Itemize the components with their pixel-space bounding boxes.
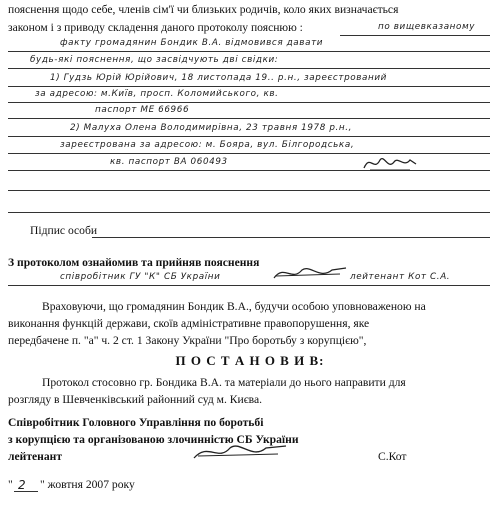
- officer-block-line-3: лейтенант: [8, 450, 63, 463]
- explanation-rule-5: [8, 102, 490, 103]
- resolution-title: П О С Т А Н О В И В:: [175, 353, 325, 368]
- explanation-rule-2: [8, 51, 490, 52]
- date-day: 2: [18, 478, 27, 492]
- explanation-line-8: зареєстрована за адресою: м. Бояра, вул. Білгородська,: [60, 140, 355, 150]
- explanation-rule-7: [8, 136, 490, 137]
- explanation-rule-6: [8, 118, 490, 119]
- acquainted-heading: З протоколом ознайомив та прийняв пояснення: [8, 256, 260, 269]
- intro-line-1: пояснення щодо себе, членів сім'ї чи близьких родичів, коло яких визначається: [8, 3, 399, 16]
- explanation-rule-3: [8, 68, 490, 69]
- explanation-line-7: 2) Малуха Олена Володимирівна, 23 травня 1978 р.н.,: [70, 123, 353, 133]
- explanation-line-3: будь-які пояснення, що засвідчують дві свідки:: [30, 55, 279, 65]
- officer-block-line-2: з корупцією та організованою злочинністю СБ України: [8, 433, 299, 446]
- date-open-quote: ": [8, 478, 13, 491]
- explanation-line-2: факту громадянин Бондик В.А. відмовився давати: [60, 38, 324, 48]
- witness-signature: [360, 150, 420, 176]
- officer-block-name: С.Кот: [378, 450, 407, 463]
- explanation-rule-1: [340, 35, 490, 36]
- considering-line-2: виконання функцій держави, скоїв адміністративне правопорушення, яке: [8, 317, 370, 330]
- officer-role: співробітник ГУ "К" СБ України: [60, 272, 221, 282]
- resolution-line-2: розгляду в Шевченківський районний суд м. Києва.: [8, 393, 263, 406]
- blank-rule-1: [8, 190, 490, 191]
- explanation-rule-4: [8, 86, 490, 87]
- explanation-line-5: за адресою: м.Київ, просп. Коломийського, кв.: [35, 89, 279, 99]
- officer-block-line-1: Співробітник Головного Управління по боротьбі: [8, 416, 264, 429]
- acquainted-rule: [8, 285, 490, 286]
- blank-rule-2: [8, 212, 490, 213]
- officer-signature-1: [270, 262, 350, 284]
- explanation-line-4: 1) Гудзь Юрій Юрійович, 18 листопада 19.. р.н., зареєстрований: [50, 73, 387, 83]
- officer-rank-name: лейтенант Кот С.А.: [350, 272, 451, 282]
- explanation-line-6: паспорт МЕ 66966: [95, 105, 190, 115]
- signature-label: Підпис особи: [30, 224, 98, 237]
- considering-line-1: Враховуючи, що громадянин Бондик В.А., будучи особою уповноваженою на: [42, 300, 426, 313]
- signature-line: [92, 237, 490, 238]
- intro-line-2: законом і з приводу складення даного протоколу пояснюю :: [8, 21, 303, 34]
- date-day-rule: [14, 491, 38, 492]
- explanation-line-1: по вищевказаному: [378, 22, 476, 32]
- officer-signature-2: [190, 438, 290, 466]
- explanation-line-9: кв. паспорт ВА 060493: [110, 157, 228, 167]
- considering-line-3: передбачене п. "а" ч. 2 ст. 1 Закону України "Про боротьбу з корупцією",: [8, 334, 367, 347]
- resolution-line-1: Протокол стосовно гр. Бондика В.А. та матеріали до нього направити для: [42, 376, 406, 389]
- date-rest: " жовтня 2007 року: [40, 478, 135, 491]
